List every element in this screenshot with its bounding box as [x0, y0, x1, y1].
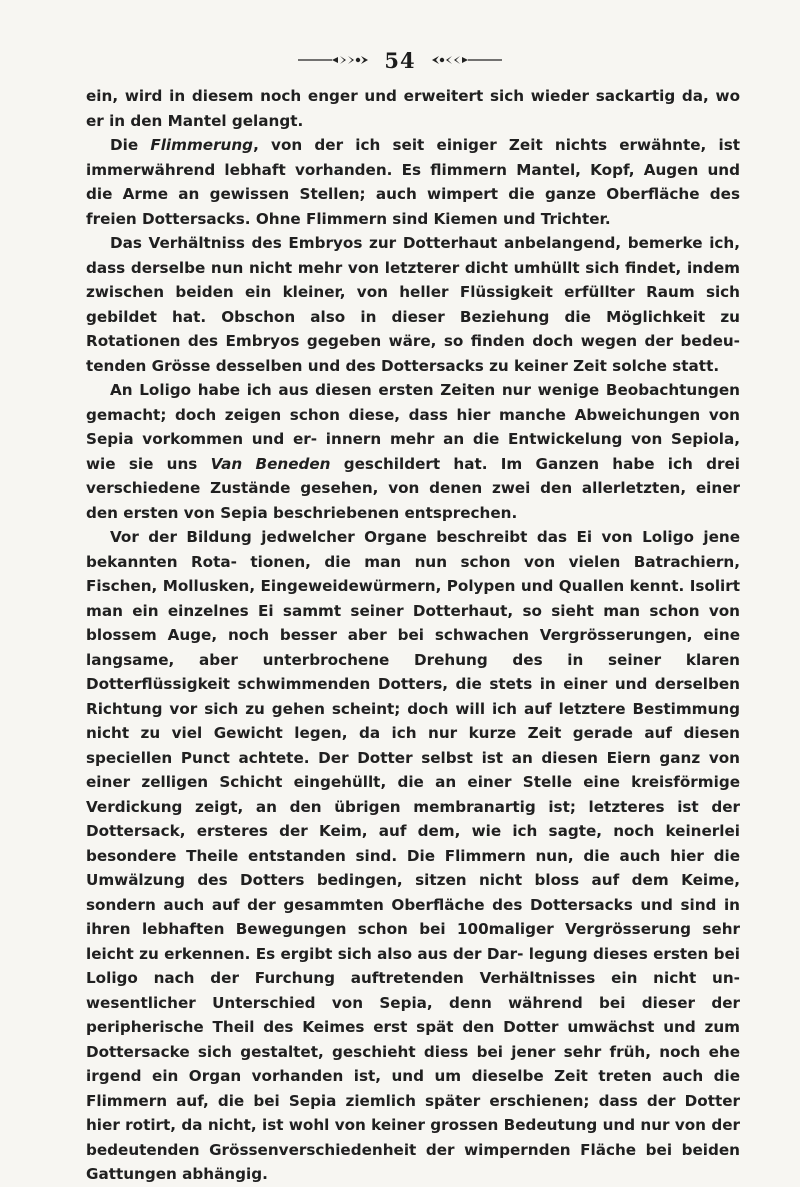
page-number: 54 — [384, 47, 416, 73]
paragraph — [86, 133, 740, 231]
text-segment: Das Verhältniss des Embryos zur Dotterhaut anbelangend, bemerke ich, dass derselbe nun nicht mehr von letzterer dicht umhüllt sich findet, indem zwischen beiden ein kleiner, von heller Flüssigkeit erfüllter Raum sich gebildet hat. Obschon also in dieser Beziehung die Möglichkeit zu Rotationen des Embryos gegeben wäre, so finden doch wegen der bedeu- tenden Grösse desselben und des Dottersacks zu keiner Zeit solche statt. — [86, 234, 740, 375]
text-segment: ein, wird in diesem noch enger und erweitert sich wieder sackartig da, wo er in den Mantel gelangt. — [86, 87, 740, 130]
text-segment: , von der ich seit einiger Zeit nichts erwähnte, ist immerwährend lebhaft vorhanden. Es flimmern Mantel, Kopf, Augen und die Arme an gewissen Stellen; auch wimpert die ganze Oberfläche des freien Dottersacks. Ohne Flimmern sind Kiemen und Trichter. — [86, 136, 740, 228]
body-text — [86, 84, 740, 1187]
ornament-left-icon — [298, 55, 370, 65]
italic-text: Flimmerung — [150, 136, 254, 154]
italic-text: Van Beneden — [210, 454, 331, 473]
paragraph — [86, 378, 740, 525]
text-segment: Vor der Bildung jedwelcher Organe beschreibt das Ei von Loligo jene bekannten Rota- tionen, die man nun schon von vielen Batrachiern, Fischen, Mollusken, Eingeweidewürmern, Polypen und Quallen kennt. Isolirt man ein einzelnes Ei sammt seiner Dotterhaut, so sieht man schon von blossem Auge, noch besser aber bei schwachen Vergrösserungen, eine langsame, aber unterbrochene Drehung des in seiner klaren Dotterflüssigkeit schwimmenden Dotters, die stets in einer und derselben Richtung vor sich zu gehen scheint; doch will ich auf letztere Bestimmung nicht zu viel Gewicht legen, da ich nur kurze Zeit gerade auf diesen speciellen Punct achtete. Der Dotter selbst ist an diesen Eiern ganz von einer zelligen Schicht eingehüllt, die an einer Stelle eine kreisförmige Verdickung zeigt, an den übrigen membranartig ist; letzteres ist der Dottersack, ersteres der Keim, auf dem, wie ich sagte, noch keinerlei besondere Theile entstanden sind. Die Flimmern nun, die auch hier die Umwälzung des Dotters bedingen, sitzen nicht bloss auf dem Keime, sondern auch auf der gesammten Oberfläche des Dottersacks und sind in ihren lebhaften Bewegungen schon bei 100maliger Vergrösserung sehr leicht zu erkennen. Es ergibt sich also aus der Dar- legung dieses ersten bei Loligo nach der Furchung auftretenden Verhältnisses ein nicht un- wesentlicher Unterschied von Sepia, denn während bei dieser der peripherische Theil des Keimes erst spät den Dotter umwächst und zum Dottersacke sich gestaltet, geschieht diess bei jener sehr früh, noch ehe irgend ein Organ vorhanden ist, und um dieselbe Zeit treten auch die Flimmern auf, die bei Sepia ziemlich später erschienen; dass der Dotter hier rotirt, da nicht, ist wohl von keiner grossen Bedeutung und nur von der bedeutenden Grössenverschiedenheit der wimpernden Fläche bei beiden Gattungen abhängig. — [86, 528, 740, 1183]
text-segment: An Loligo habe ich aus diesen ersten Zeiten nur wenige Beobachtungen gemacht; doch zeigen schon diese, dass hier manche Abweichungen von Sepia vorkommen und er- innern mehr an die Entwickelung von Sepiola, wie sie uns — [86, 381, 740, 473]
text-segment: geschildert hat. Im Ganzen habe ich drei verschiedene Zustände gesehen, von denen zwei den allerletzten, einer den ersten von Sepia beschriebenen entsprechen. — [86, 454, 740, 522]
page-header — [0, 40, 800, 80]
paragraph — [86, 525, 740, 1187]
paragraph — [86, 84, 740, 133]
ornament-right-icon — [430, 55, 502, 65]
paragraph — [86, 231, 740, 378]
text-segment: Die — [110, 136, 151, 154]
